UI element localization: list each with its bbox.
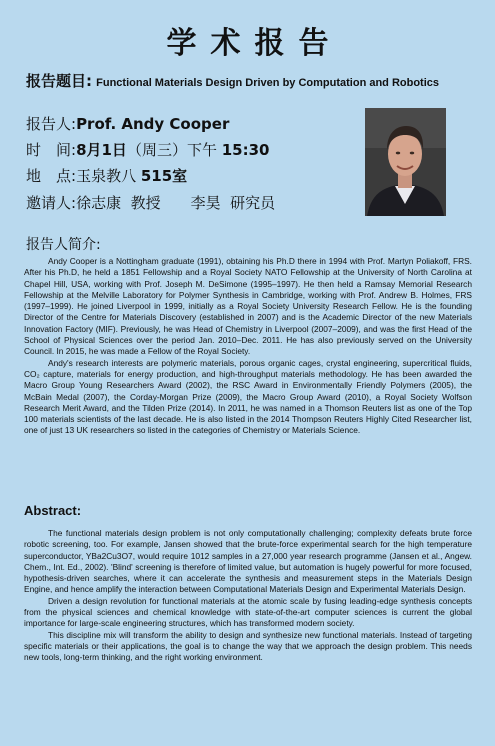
- abstract-heading: Abstract:: [24, 503, 82, 518]
- bio-heading: 报告人简介:: [26, 237, 101, 253]
- location-label: 地 点:: [26, 167, 77, 185]
- time-weekday: （周三）下午: [126, 141, 217, 159]
- time-clock: 15:30: [221, 141, 270, 159]
- speaker-portrait-graphic: [365, 108, 446, 216]
- topic-value: Functional Materials Design Driven by Computation and Robotics: [96, 77, 440, 89]
- abstract-paragraph: This discipline mix will transform the ability to design and synthesize new functional materials. Instead of targeting specific materials or their applications, the goal is to change the way that we approach the design problem. This needs new tools, long-term thinking, and the right working environment.: [24, 629, 472, 663]
- speaker-line: [26, 113, 229, 134]
- speaker-name: Prof. Andy Cooper: [76, 115, 230, 133]
- abstract-paragraph: The functional materials design problem is not only computationally challenging; complexity defeats brute force robotic screening, too. For example, Jansen showed that the brute-force experimental search for the high temperature superconductor, YBa2Cu3O7, would require 1012 samples in a 27,000 year research programme (Jansen et al., Angew. Chem., Int. Ed., 2002). 'Blind' screening is therefore of limited value, but automation is hugely powerful for more focused, hypothesis-driven searches, where it can accelerate the synthesis and measurement steps in the Materials Design Engine, and hence amplify the interaction between Computational Materials Design and Experimental Materials Design.: [24, 528, 472, 595]
- page-title: 学术报告: [166, 26, 343, 61]
- time-date: 8月1日: [76, 141, 127, 159]
- time-label: 时 间:: [26, 141, 77, 159]
- time-line: [26, 139, 269, 160]
- speaker-label: 报告人:: [26, 115, 77, 133]
- location-line: [26, 165, 187, 186]
- topic-line: [26, 70, 486, 91]
- abstract-paragraph: Driven a design revolution for functional materials at the atomic scale by fusing leading-edge synthesis concepts from the physical sciences and chemical knowledge with state-of-the-art computer sciences is current the global importance for large-scale engineering structures, which has transformed modern society.: [24, 595, 472, 629]
- bio-paragraph: Andy's research interests are polymeric materials, porous organic cages, crystal engineering, supercritical fluids, CO₂ capture, materials for energy production, and high-throughput materials methodology. He has been awarded the Macro Group Young Researchers Award (2002), the RSC Award in Environmentally Friendly Polymers (2005), the McBain Medal (2007), the Corday-Morgan Prize (2009), the Macro Group Award (2010), a Royal Society Wolfson Research Merit Award, and the Tilden Prize (2014). In 2011, he was named in a Thomson Reuters list as one of the Top 100 materials scientists of the last decade. He is also listed in the 2014 Thompson Reuters Highly Cited Researcher list, one of just 13 UK researchers so listed in the categories of Chemistry or Materials Science.: [24, 357, 472, 436]
- location-building: 玉泉教八: [76, 167, 137, 185]
- abstract-text: [24, 528, 472, 664]
- speaker-photo: [365, 108, 446, 216]
- location-room: 515室: [140, 167, 188, 185]
- topic-label: 报告题目:: [26, 72, 92, 90]
- inviter-names: 徐志康 教授 李昊 研究员: [76, 194, 276, 212]
- inviter-line: [26, 192, 275, 213]
- bio-paragraph: Andy Cooper is a Nottingham graduate (1991), obtaining his Ph.D there in 1994 with Prof. Martyn Poliakoff, FRS. After his Ph.D, he held a 1851 Fellowship and a Royal Society NATO Fellowship at the University of North Carolina at Chapel Hill, USA, working with Prof. Joseph M. DeSimone (1995–1997). He then held a Ramsay Memorial Research Fellowship at the Melville Laboratory for Polymer Synthesis in Cambridge, working with Prof. Andrew B. Holmes, FRS (1997–1999). He joined Liverpool in 1999, initially as a Royal Society University Research Fellow. He is the founding Director of the Centre for Materials Discovery (established in 2007) and is the Academic Director of the new Materials Innovation Factory (MIF). Previously, he was Head of Chemistry in Liverpool (2007–2009), and was the first Head of the School of Physical Sciences over the period Jan. 2010–Dec. 2011. He has also previously served on the University Council. In 2015, he was made a Fellow of the Royal Society.: [24, 256, 472, 357]
- inviter-label: 邀请人:: [26, 194, 77, 212]
- bio-text: [24, 256, 472, 437]
